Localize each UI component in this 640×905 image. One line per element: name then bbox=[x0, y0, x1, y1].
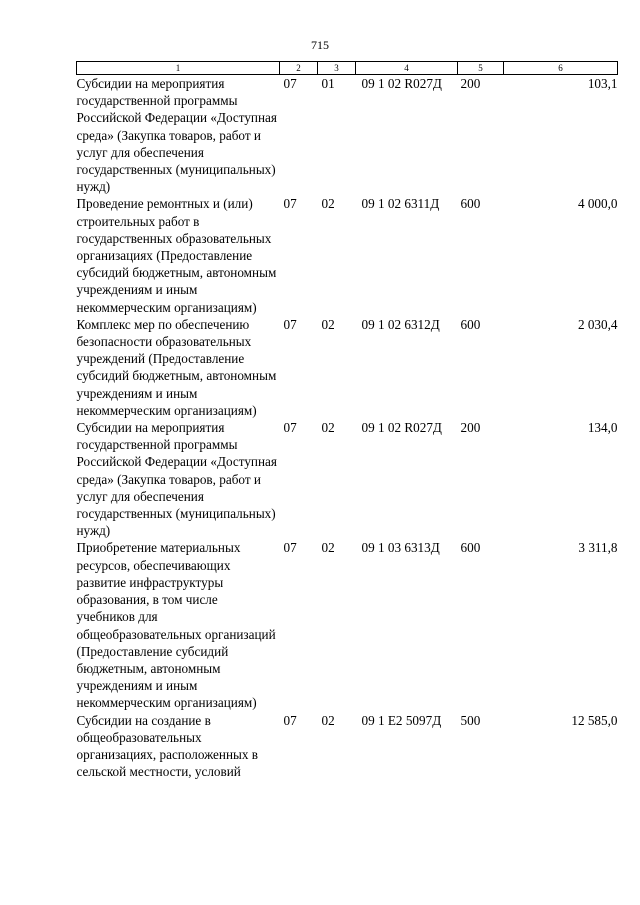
row-subsection: 02 bbox=[321, 420, 335, 436]
column-header-2: 2 bbox=[280, 62, 318, 75]
column-header-5: 5 bbox=[458, 62, 504, 75]
row-subsection: 01 bbox=[321, 76, 335, 91]
row-amount: 134,0 bbox=[587, 420, 618, 436]
page-number: 715 bbox=[311, 38, 329, 52]
column-header-3: 3 bbox=[318, 62, 356, 75]
row-name: Комплекс мер по обеспечению безопасности образовательных учреждений (Предоставление субсидий бюджетным, автономным учреждениям и иным некоммерческим организациям) bbox=[76, 316, 277, 418]
row-expense-type: 200 bbox=[460, 420, 481, 436]
row-target-code: 09 1 E2 5097Д bbox=[361, 712, 442, 728]
row-name: Субсидии на создание в общеобразовательных организациях, расположенных в сельской местности, условий bbox=[76, 712, 259, 780]
row-name: Субсидии на мероприятия государственной программы Российской Федерации «Доступная среда» (Закупка товаров, работ и услуг для обеспечения государственных (муниципальных) нужд) bbox=[76, 76, 277, 195]
row-section: 07 bbox=[283, 420, 297, 436]
row-subsection: 02 bbox=[321, 316, 335, 332]
table-header bbox=[77, 62, 618, 75]
row-section: 07 bbox=[283, 196, 297, 212]
row-expense-type: 200 bbox=[460, 76, 481, 91]
table-row bbox=[77, 712, 618, 781]
budget-table bbox=[76, 61, 618, 780]
row-target-code: 09 1 02 R027Д bbox=[361, 76, 442, 91]
table-row bbox=[77, 316, 618, 419]
header-row bbox=[77, 62, 618, 75]
row-expense-type: 500 bbox=[460, 712, 481, 728]
row-amount: 103,1 bbox=[587, 76, 618, 91]
row-target-code: 09 1 02 6312Д bbox=[361, 316, 440, 332]
column-header-6: 6 bbox=[504, 62, 618, 75]
row-expense-type: 600 bbox=[460, 540, 481, 556]
column-header-4: 4 bbox=[356, 62, 458, 75]
row-section: 07 bbox=[283, 316, 297, 332]
row-name: Приобретение материальных ресурсов, обеспечивающих развитие инфраструктуры образования, в том числе учебников для общеобразовательных организаций (Предоставление субсидий бюджетным, автономным учреждениям и иным некоммерческим организациям) bbox=[76, 540, 276, 711]
row-name: Субсидии на мероприятия государственной программы Российской Федерации «Доступная среда» (Закупка товаров, работ и услуг для обеспечения государственных (муниципальных) нужд) bbox=[76, 420, 277, 539]
row-section: 07 bbox=[283, 540, 297, 556]
column-header-1: 1 bbox=[77, 62, 280, 75]
row-section: 07 bbox=[283, 76, 297, 91]
row-subsection: 02 bbox=[321, 196, 335, 212]
row-target-code: 09 1 02 R027Д bbox=[361, 420, 442, 436]
table-row bbox=[77, 75, 618, 196]
row-amount: 4 000,0 bbox=[577, 196, 618, 212]
row-target-code: 09 1 02 6311Д bbox=[361, 196, 440, 212]
row-name: Проведение ремонтных и (или) строительных работ в государственных образовательных организациях (Предоставление субсидий бюджетным, автономным учреждениям и иным некоммерческим организациям) bbox=[76, 196, 277, 315]
row-subsection: 02 bbox=[321, 712, 335, 728]
row-section: 07 bbox=[283, 712, 297, 728]
row-amount: 3 311,8 bbox=[578, 540, 618, 556]
row-expense-type: 600 bbox=[460, 316, 481, 332]
row-subsection: 02 bbox=[321, 540, 335, 556]
table-body bbox=[77, 75, 618, 781]
row-target-code: 09 1 03 6313Д bbox=[361, 540, 440, 556]
table-row bbox=[77, 195, 618, 315]
row-amount: 2 030,4 bbox=[577, 316, 618, 332]
table-row bbox=[77, 539, 618, 711]
row-amount: 12 585,0 bbox=[571, 712, 618, 728]
table-row bbox=[77, 419, 618, 539]
row-expense-type: 600 bbox=[460, 196, 481, 212]
